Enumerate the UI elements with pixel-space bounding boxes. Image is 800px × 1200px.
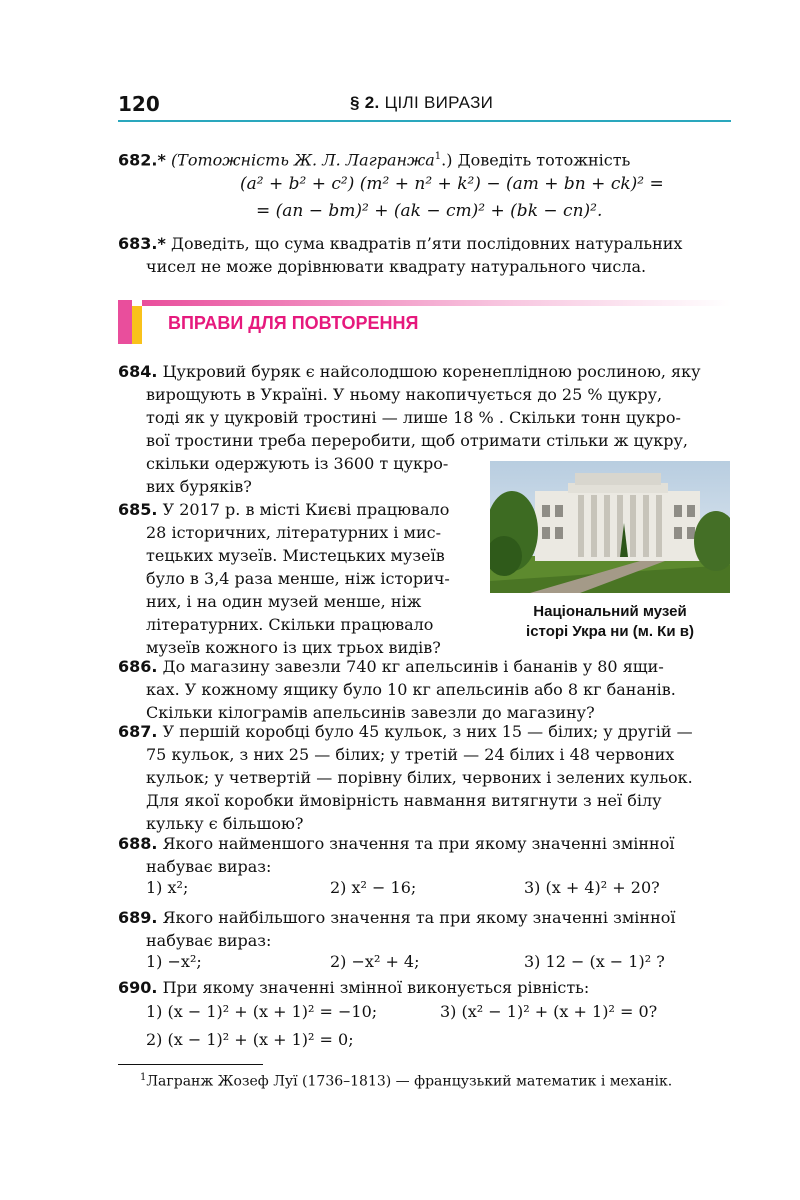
problem-number: 690. [118, 978, 158, 997]
problem-line: Доведіть, що сума квадратів п’яти послідовних натуральних [170, 234, 683, 253]
problem-line: тецьких музеїв. Мистецьких музеїв [146, 546, 445, 565]
problem-line: кульок; у четвертій — порівну білих, червоних і зелених кульок. [146, 768, 693, 787]
problem-685 [118, 498, 488, 659]
caption-line: історі Укра ни (м. Ки в) [526, 623, 694, 640]
problem-line: скільки одержують із 3600 т цукро- [146, 454, 449, 473]
banner-title: ВПРАВИ ДЛЯ ПОВТОРЕННЯ [168, 313, 419, 333]
footnote-ref: 1 [434, 151, 442, 162]
problem-line: набуває вираз: [146, 931, 272, 950]
page-number: 120 [118, 92, 160, 116]
option-3: 3) 12 − (x − 1)² ? [524, 952, 665, 971]
problem-687 [118, 720, 731, 835]
problem-line: 28 історичних, літературних і мис- [146, 523, 442, 542]
formula-line-2: = (an − bm)² + (ak − cm)² + (bk − cn)². [256, 201, 603, 221]
problem-line: вої тростини треба переробити, щоб отримати стільки ж цукру, [146, 431, 688, 450]
problem-line: 75 кульок, з них 25 — білих; у третій — 24 білих і 48 червоних [146, 745, 675, 764]
page-header [118, 90, 731, 124]
footnote-mark: 1 [140, 1072, 147, 1083]
problem-number: 683.* [118, 234, 166, 253]
option-1: 1) x²; [146, 878, 189, 897]
banner-pink-strip [118, 300, 132, 344]
section-name: ЦІЛІ ВИРАЗИ [384, 93, 494, 112]
problem-688 [118, 832, 731, 878]
problem-number: 689. [118, 908, 158, 927]
problem-line: До магазину завезли 740 кг апельсинів і бананів у 80 ящи- [162, 657, 664, 676]
museum-photo [490, 461, 730, 593]
problem-line: музеїв кожного із цих трьох видів? [146, 638, 441, 657]
problem-682 [118, 145, 731, 171]
problem-title-tail: .) [441, 150, 453, 170]
option-2: 2) x² − 16; [330, 878, 417, 897]
option-3: 3) (x² − 1)² + (x + 1)² = 0? [440, 1002, 658, 1021]
option-1: 1) −x²; [146, 952, 202, 971]
header-rule [118, 120, 731, 122]
banner-gradient-line [142, 300, 731, 306]
problem-line: У 2017 р. в місті Києві працювало [162, 500, 450, 519]
caption-line: Національний музей [533, 603, 687, 620]
problem-number: 685. [118, 500, 158, 519]
museum-building-image [490, 461, 730, 593]
problem-line: ках. У кожному ящику було 10 кг апельсинів або 8 кг бананів. [146, 680, 676, 699]
section-title [350, 93, 493, 113]
option-2: 2) (x − 1)² + (x + 1)² = 0; [146, 1030, 354, 1049]
problem-line: літературних. Скільки працювало [146, 615, 434, 634]
problem-line: Для якої коробки ймовірність навмання витягнути з неї білу [146, 791, 662, 810]
problem-line: кульку є більшою? [146, 814, 304, 833]
problem-line: тоді як у цукровій тростині — лише 18 % . Скільки тонн цукро- [146, 408, 681, 427]
problem-line: вих буряків? [146, 477, 252, 496]
problem-690 [118, 976, 731, 999]
problem-686 [118, 655, 731, 724]
problem-683 [118, 232, 731, 278]
problem-line: чисел не може дорівнювати квадрату натурального числа. [146, 257, 647, 276]
section-number: § 2. [350, 93, 380, 112]
problem-number: 688. [118, 834, 158, 853]
problem-line: Якого найменшого значення та при якому значенні змінної [162, 834, 675, 853]
problem-line: було в 3,4 раза менше, ніж історич- [146, 569, 450, 588]
option-2: 2) −x² + 4; [330, 952, 420, 971]
problem-number: 686. [118, 657, 158, 676]
problem-line: Цукровий буряк є найсолодшою коренеплідною рослиною, яку [162, 362, 701, 381]
problem-line: набуває вираз: [146, 857, 272, 876]
banner-yellow-strip [132, 306, 142, 344]
problem-line: вирощують в Україні. У ньому накопичується до 25 % цукру, [146, 385, 663, 404]
problem-number: 687. [118, 722, 158, 741]
problem-line: Скільки кілограмів апельсинів завезли до магазину? [146, 703, 595, 722]
problem-text: Доведіть тотожність [457, 150, 631, 170]
problem-line: У першій коробці було 45 кульок, з них 15 — білих; у другій — [162, 722, 693, 741]
option-1: 1) (x − 1)² + (x + 1)² = −10; [146, 1002, 378, 1021]
problem-line: них, і на один музей менше, ніж [146, 592, 422, 611]
problem-line: Якого найбільшого значення та при якому значенні змінної [162, 908, 676, 927]
problem-689 [118, 906, 731, 952]
footnote-text: Лагранж Жозеф Луї (1736–1813) — французький математик і механік. [146, 1073, 673, 1090]
problem-title: (Тотожність Ж. Л. Лагранжа [170, 150, 435, 170]
formula-line-1: (a² + b² + c²) (m² + n² + k²) − (am + bn + ck)² = [240, 174, 664, 194]
option-3: 3) (x + 4)² + 20? [524, 878, 660, 897]
section-banner [118, 300, 731, 344]
problem-line: При якому значенні змінної виконується рівність: [162, 978, 590, 997]
footnote-rule [118, 1064, 263, 1065]
problem-number: 682.* [118, 150, 166, 170]
photo-caption [490, 602, 730, 642]
problem-number: 684. [118, 362, 158, 381]
footnote [140, 1072, 672, 1090]
